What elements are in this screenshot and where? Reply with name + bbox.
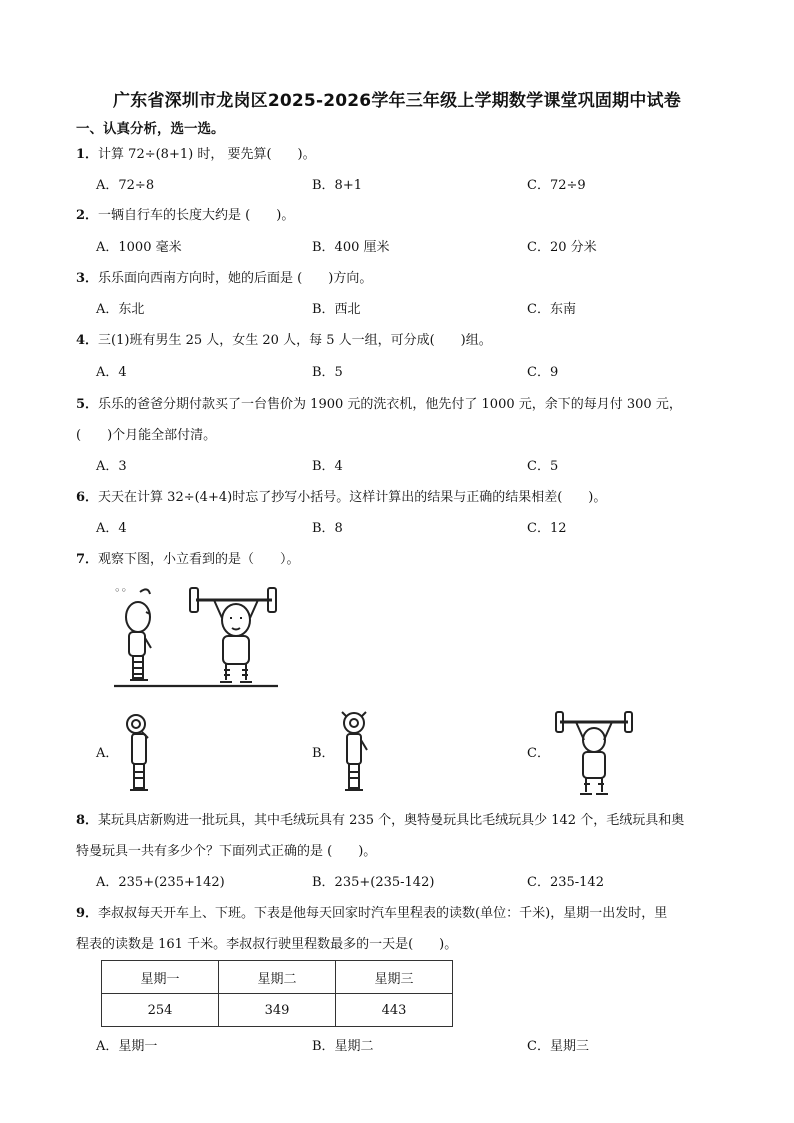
q3-option-c[interactable]: C．东南 (527, 302, 576, 317)
question-number: 6． (76, 490, 99, 505)
question-7 (76, 551, 300, 569)
table-header-row (102, 961, 453, 994)
q3-option-a[interactable]: A．东北 (96, 302, 145, 317)
q7-option-c[interactable]: C． (527, 746, 550, 761)
q5-option-b[interactable]: B．4 (312, 459, 343, 474)
q6-option-a[interactable]: A．4 (96, 521, 127, 536)
question-text: 某玩具店新购进一批玩具，其中毛绒玩具有 235 个，奥特曼玩具比毛绒玩具少 142 个，毛绒玩具和奥 (98, 813, 685, 828)
q4-option-c[interactable]: C．9 (527, 365, 559, 380)
table-cell: 349 (219, 994, 336, 1027)
question-2 (76, 207, 294, 225)
question-4 (76, 332, 492, 350)
q7-option-a[interactable]: A． (96, 746, 119, 761)
q9-option-b[interactable]: B．星期二 (312, 1039, 374, 1054)
question-number: 3． (76, 271, 99, 286)
table-header-cell: 星期二 (219, 961, 336, 994)
question-5 (76, 396, 682, 414)
question-text: 观察下图，小立看到的是（ ）。 (98, 552, 300, 567)
q6-option-c[interactable]: C．12 (527, 521, 567, 536)
section-heading: 一、认真分析，选一选。 (76, 121, 225, 137)
question-number: 2． (76, 208, 99, 223)
svg-text:◦◦: ◦◦ (114, 584, 127, 597)
question-number: 5． (76, 397, 99, 412)
q9-option-c[interactable]: C．星期三 (527, 1039, 589, 1054)
question-9 (76, 905, 667, 923)
question-text: 一辆自行车的长度大约是 ( )。 (98, 208, 295, 223)
table-row (102, 994, 453, 1027)
q8-option-c[interactable]: C．235-142 (527, 875, 604, 890)
question-9-continued: 程表的读数是 161 千米。李叔叔行驶里程数最多的一天是( )。 (76, 937, 458, 952)
question-8-continued: 特曼玩具一共有多少个？下面列式正确的是 ( )。 (76, 844, 377, 859)
question-text: 天天在计算 32÷(4+4)时忘了抄写小括号。这样计算出的结果与正确的结果相差( )。 (98, 490, 607, 505)
q5-option-c[interactable]: C．5 (527, 459, 559, 474)
q6-option-b[interactable]: B．8 (312, 521, 343, 536)
table-cell: 443 (336, 994, 453, 1027)
question-6 (76, 489, 606, 507)
table-cell: 254 (102, 994, 219, 1027)
q3-option-b[interactable]: B．西北 (312, 302, 361, 317)
observation-scene-figure (110, 582, 285, 690)
q2-option-c[interactable]: C．20 分米 (527, 240, 597, 255)
question-number: 7． (76, 552, 99, 567)
mileage-table (101, 960, 453, 1027)
question-number: 4． (76, 333, 99, 348)
question-text: 乐乐的爸爸分期付款买了一台售价为 1900 元的洗衣机，他先付了 1000 元，余下的每月付 300 元， (98, 397, 682, 412)
question-3 (76, 270, 372, 288)
question-8 (76, 812, 684, 830)
q4-option-b[interactable]: B．5 (312, 365, 343, 380)
q2-option-a[interactable]: A．1000 毫米 (96, 240, 182, 255)
q4-option-a[interactable]: A．4 (96, 365, 127, 380)
exam-title: 广东省深圳市龙岗区2025-2026学年三年级上学期数学课堂巩固期中试卷 (113, 91, 681, 111)
q7-option-b-figure[interactable] (336, 710, 372, 794)
q9-option-a[interactable]: A．星期一 (96, 1039, 158, 1054)
question-number: 1． (76, 147, 99, 162)
q2-option-b[interactable]: B．400 厘米 (312, 240, 390, 255)
q7-option-b[interactable]: B． (312, 746, 335, 761)
q1-option-a[interactable]: A．72÷8 (96, 178, 155, 193)
table-header-cell: 星期一 (102, 961, 219, 994)
q8-option-a[interactable]: A．235+(235+142) (96, 875, 225, 890)
q7-option-c-figure[interactable] (554, 710, 634, 798)
q1-option-b[interactable]: B．8+1 (312, 178, 362, 193)
question-1 (76, 146, 316, 164)
question-text: 乐乐面向西南方向时，她的后面是 ( )方向。 (98, 271, 373, 286)
question-text: 李叔叔每天开车上、下班。下表是他每天回家时汽车里程表的读数(单位：千米)，星期一出发时，里 (98, 906, 668, 921)
question-text: 计算 72÷(8+1) 时， 要先算( )。 (98, 147, 316, 162)
q8-option-b[interactable]: B．235+(235-142) (312, 875, 435, 890)
q1-option-c[interactable]: C．72÷9 (527, 178, 586, 193)
question-number: 9． (76, 906, 99, 921)
table-header-cell: 星期三 (336, 961, 453, 994)
question-number: 8． (76, 813, 99, 828)
q5-option-a[interactable]: A．3 (96, 459, 127, 474)
question-5-continued: ( )个月能全部付清。 (76, 428, 217, 443)
q7-option-a-figure[interactable] (120, 712, 156, 794)
question-text: 三(1)班有男生 25 人，女生 20 人，每 5 人一组，可分成( )组。 (98, 333, 492, 348)
